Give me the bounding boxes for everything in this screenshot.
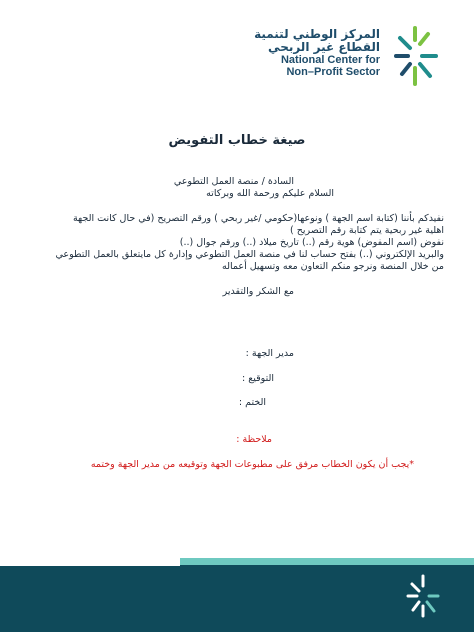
body-line-3: نفوض (اسم المفوض) هوية رقم (..) تاريخ ميلاد (..) ورقم جوال (..): [179, 237, 444, 248]
footer-logo-icon: [406, 574, 440, 618]
director-label: مدير الجهة :: [245, 348, 294, 359]
letter-title: صيغة خطاب التفويض: [168, 133, 306, 148]
footer-band: [0, 565, 474, 632]
logo-english-line-1: National Center for: [280, 54, 380, 66]
signature-label: التوقيع :: [242, 373, 274, 384]
ncnp-logo-icon: [392, 26, 438, 86]
greeting: السلام عليكم ورحمة الله وبركاته: [206, 188, 334, 199]
body-line-1: نفيدكم بأننا (كتابة اسم الجهة ) ونوعها(حكومي /غير ربحي ) ورقم التصريح (في حال كانت الجهة: [72, 213, 444, 224]
stamp-label: الختم :: [238, 397, 266, 408]
body-line-4: والبريد الإلكتروني (..) بفتح حساب لنا في منصة العمل التطوعي وإدارة كل مايتعلق بالعمل التطوعي: [55, 249, 444, 260]
logo-arabic-line-1: المركز الوطني لتنمية: [254, 27, 380, 41]
body-line-2: اهلية غير ربحية يتم كتابة رقم التصريح ): [290, 225, 444, 236]
thanks: مع الشكر والتقدير: [222, 286, 294, 297]
logo-english-line-2: Non–Profit Sector: [286, 66, 380, 78]
footer-gap: [0, 558, 180, 566]
note-label: ملاحظة :: [236, 434, 272, 445]
ncnp-logo: [188, 26, 438, 98]
body-line-5: من خلال المنصة ونرجو منكم التعاون معه وتسهيل أعماله: [222, 261, 444, 272]
note-text: *يجب أن يكون الخطاب مرفق على مطبوعات الجهة وتوقيعه من مدير الجهة وختمه: [90, 459, 414, 470]
logo-arabic-line-2: القطاع غير الربحي: [268, 40, 380, 54]
salutation: السادة / منصة العمل التطوعي: [173, 176, 294, 187]
